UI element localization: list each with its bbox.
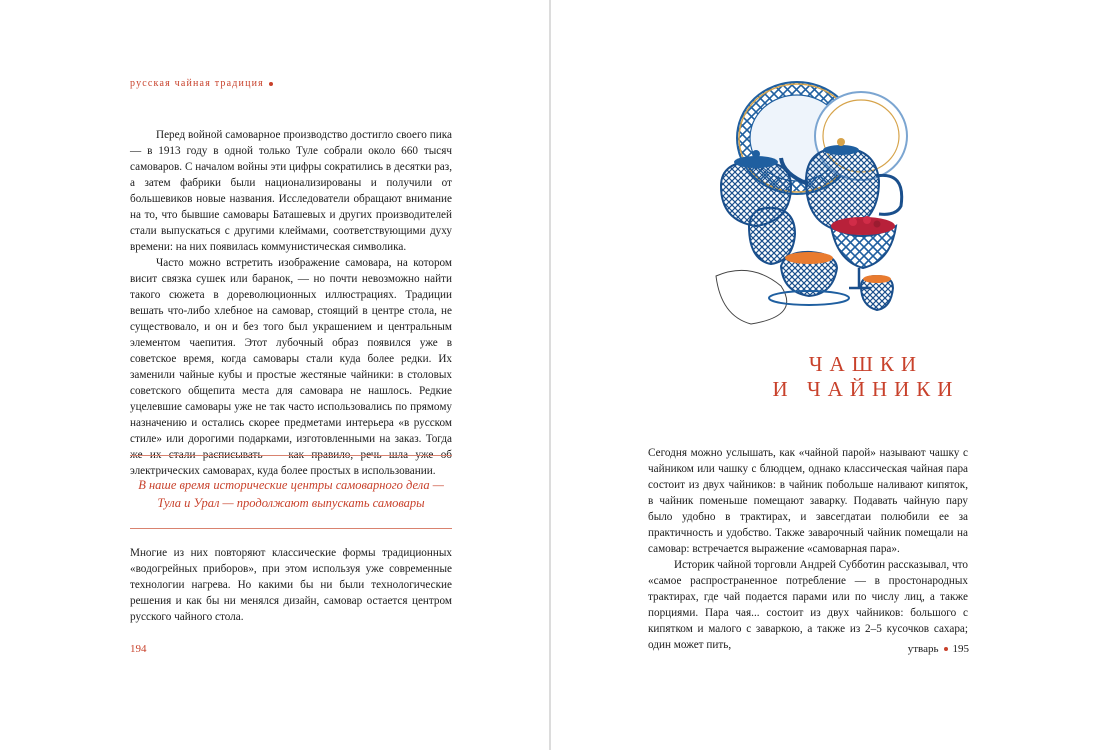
chapter-title-line: И ЧАЙНИКИ <box>772 377 960 401</box>
left-closing-text <box>130 545 452 625</box>
running-header: русская чайная традиция <box>130 78 273 89</box>
chapter-title <box>641 352 1091 402</box>
pull-quote <box>130 455 452 529</box>
page-number-left: 194 <box>130 643 147 655</box>
left-body-text <box>130 127 452 479</box>
paragraph: Многие из них повторяют классические формы традиционных «водогрейных приборов», при этом используя уже современные технологии нагрева. Но какими бы ни были технологические решения и как бы ни менялся дизайн, самовар остается центром русского чайного стола. <box>130 547 452 623</box>
page-number-right: 195 <box>952 643 969 655</box>
paragraph: Сегодня можно услышать, как «чайной парой» называют чашку с чайником или чашку с блюдцем, однако классическая чайная пара состоит из двух чайников: в чайник побольше наливают кипяток, в чайник поменьше помещают заварку. Подавать чайную пару было удобно в трактирах, и завсегдатаи полюбили ее за практичность и удобство. Также заварочный чайник помещали на самовар: встречается выражение «самоварная пара». <box>648 447 968 555</box>
porcelain-tea-set-illustration <box>711 76 921 328</box>
right-body-text <box>648 445 968 653</box>
running-footer: утварь 195 <box>907 643 969 655</box>
paragraph: Историк чайной торговли Андрей Субботин рассказывал, что «самое распространенное потребление — в простонародных трактирах, где чай подается парами или по числу лиц, а также порциями. Пара чая... состоит из двух чайников: большого с кипятком и малого с заваркою, а также из 2–5 кусочков сахара; один может пить, <box>648 559 968 651</box>
header-dot <box>269 82 273 86</box>
pull-quote-line: В наше время исторические центры самоварного дела — <box>138 478 444 492</box>
right-page <box>551 0 1096 750</box>
paragraph: Перед войной самоварное производство достигло своего пика — в 1913 году в одной только Туле собрали около 660 тысяч самоваров. С началом войны эти цифры сократились в десятки раз, а затем фабрики были национализированы и получили от большевиков новые названия. Исследователи обращают внимание на то, что бывшие самовары Баташевых и других производителей стали выпускаться с другими клеймами, соответствующими духу времени: на них появилась коммунистическая символика. <box>130 129 452 253</box>
chapter-title-line: ЧАШКИ <box>808 352 924 376</box>
footer-dot <box>944 647 948 651</box>
pull-quote-line: Тула и Урал — продолжают выпускать самовары <box>157 496 425 510</box>
paragraph: Часто можно встретить изображение самовара, на котором висит связка сушек или баранок, — но почти невозможно найти такого сюжета в дореволюционных иллюстрациях. Традиции вешать что-либо хлебное на самовар, стоящий в центре стола, не существовало, и он и без того был украшением и центральным элементом чаепития. Этот лубочный образ появился уже в советское время, когда самовары стали куда более редки. Их заменили чайные кубы и простые жестяные чайники: в столовых советского общепита места для самовара не нашлось. Редкие уцелевшие самовары уже не так часто использовались по прямому назначению и остались скорее предметами интерьера «в русском стиле» или дорогими подарками, изготовленными на заказ. Тогда же их стали расписывать — как правило, речь шла уже об электрических самоварах, куда более простых в использовании. <box>130 257 452 477</box>
